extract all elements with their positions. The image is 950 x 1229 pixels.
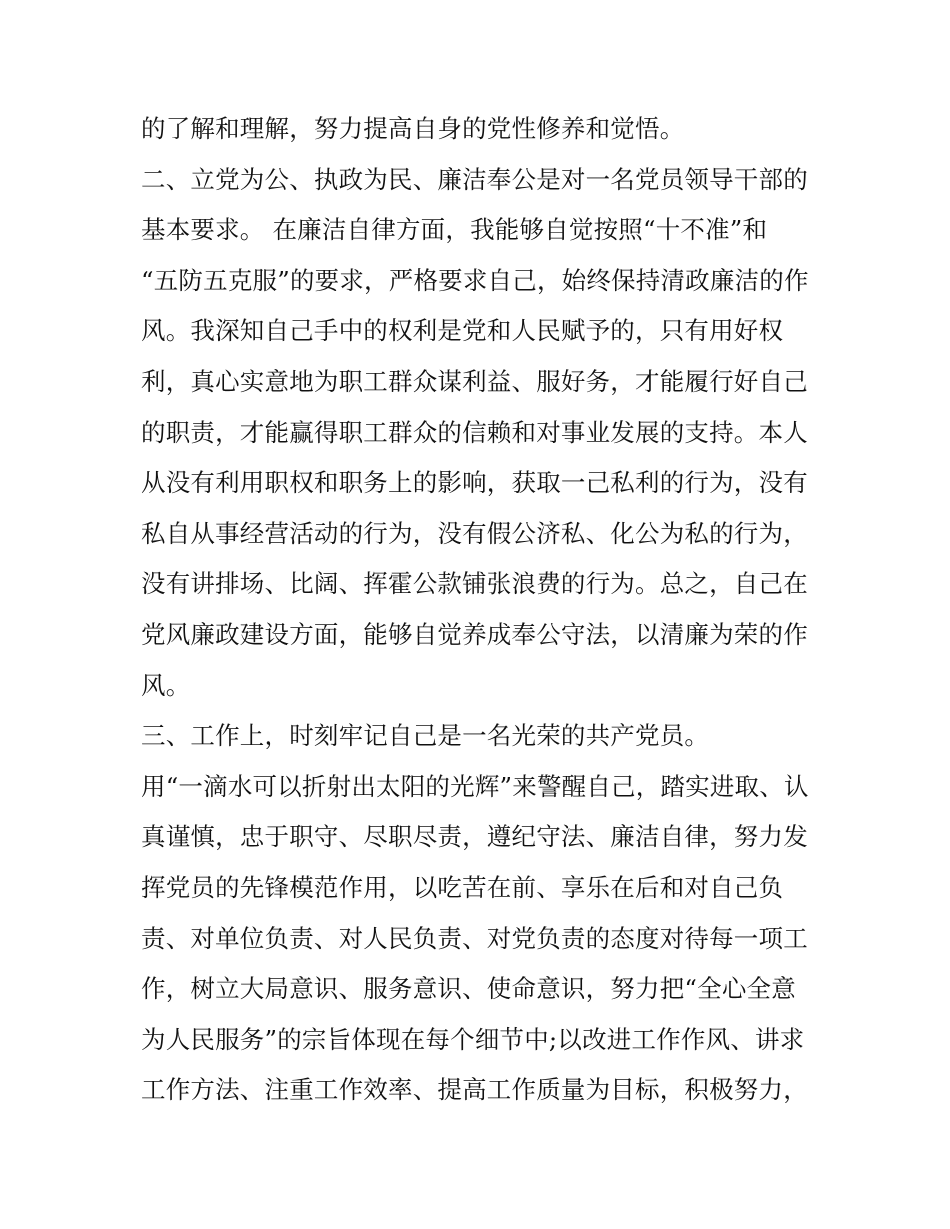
- text-line: 责、对单位负责、对人民负责、对党负责的态度对待每一项工: [141, 923, 808, 953]
- text-line: 工作方法、注重工作效率、提高工作质量为目标，积极努力，: [141, 1075, 808, 1105]
- text-line: 挥党员的先锋模范作用，以吃苦在前、享乐在后和对自己负: [141, 872, 784, 902]
- text-line: 二、立党为公、执政为民、廉洁奉公是对一名党员领导干部的: [141, 164, 808, 194]
- text-line: 为人民服务”的宗旨体现在每个细节中;以改进工作作风、讲求: [141, 1024, 805, 1054]
- text-line: 作，树立大局意识、服务意识、使命意识，努力把“全心全意: [141, 974, 796, 1004]
- text-line: 基本要求。 在廉洁自律方面，我能够自觉按照“十不准”和: [141, 215, 768, 245]
- text-line: 从没有利用职权和职务上的影响，获取一己私利的行为，没有: [141, 468, 808, 498]
- text-line: 私自从事经营活动的行为，没有假公济私、化公为私的行为，: [141, 518, 808, 548]
- text-line: 三、工作上，时刻牢记自己是一名光荣的共产党员。: [141, 721, 710, 751]
- text-line: 利，真心实意地为职工群众谋利益、服好务，才能履行好自己: [141, 366, 808, 396]
- document-body: [141, 104, 821, 1116]
- text-line: 没有讲排场、比阔、挥霍公款铺张浪费的行为。总之，自己在: [141, 569, 808, 599]
- text-line: 风。: [141, 670, 191, 700]
- text-line: 的职责，才能赢得职工群众的信赖和对事业发展的支持。本人: [141, 417, 808, 447]
- text-line: 风。我深知自己手中的权利是党和人民赋予的，只有用好权: [141, 316, 784, 346]
- text-line: 真谨慎，忠于职守、尽职尽责，遵纪守法、廉洁自律，努力发: [141, 822, 808, 852]
- text-line: 的了解和理解，努力提高自身的党性修养和觉悟。: [141, 114, 685, 143]
- text-line: 党风廉政建设方面，能够自觉养成奉公守法，以清廉为荣的作: [141, 619, 808, 649]
- text-line: “五防五克服”的要求，严格要求自己，始终保持清政廉洁的作: [141, 265, 809, 295]
- text-line: 用“一滴水可以折射出太阳的光辉”来警醒自己，踏实进取、认: [141, 771, 809, 801]
